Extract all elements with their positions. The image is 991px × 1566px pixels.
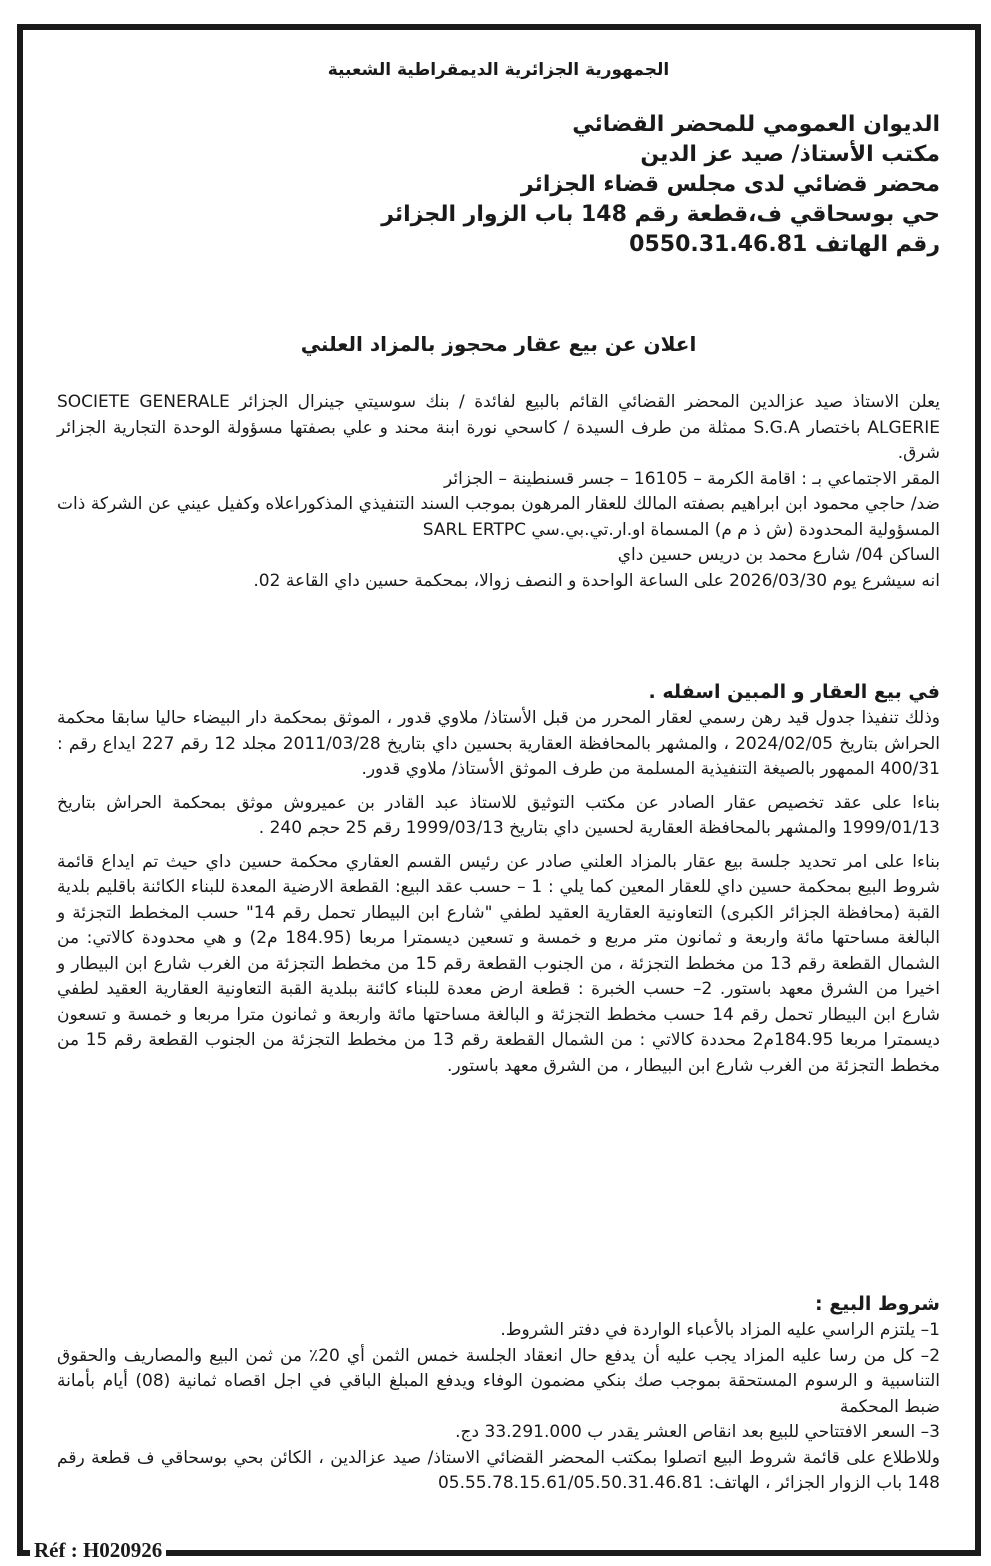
reference-code: Réf : H020926 bbox=[30, 1538, 166, 1562]
intro-defendant: ضد/ حاجي محمود ابن ابراهيم بصفته المالك للعقار المرهون بموجب السند التنفيذي المذكوراعلاه وكفيل عيني عن الشركة ذات المسؤولية المحدودة (ش ذ م م) المسماة او.ار.تي.بي.سي SARL ERTPC bbox=[57, 494, 940, 540]
terms-item: 3– السعر الافتتاحي للبيع بعد انقاص العشر يقدر ب 33.291.000 دج. bbox=[455, 1422, 940, 1442]
intro-paragraph: يعلن الاستاذ صيد عزالدين المحضر القضائي القائم بالبيع لفائدة / بنك سوسيتي جينرال الجزائر SOCIETE GENERALE ALGERIE باختصار S.G.A ممثلة من طرف السيدة / كاسحي نورة ابنة محند و علي بصفتها مسؤولة الوحدة التجارية الجزائر شرق. bbox=[57, 392, 941, 463]
terms-section bbox=[57, 1290, 940, 1497]
sale-paragraph: بناءا على امر تحديد جلسة بيع عقار بالمزاد العلني صادر عن رئيس القسم العقاري محكمة حسين داي حيث تم ايداع قائمة شروط البيع بمحكمة حسين داي للعقار المعين كما يلي : 1 – حسب عقد البيع: القطعة الارضية المعدة للبناء الكائنة باقليم بلدية القبة (محافظة الجزائر الكبرى) التعاونية العقارية العقيد لطفي "شارع ابن البيطار تحمل رقم 14" حسب المخطط التجزئة و البالغة مساحتها مائة واربعة و ثمانون متر مربع و خمسة و تسعين ديسمترا مربعا (184.95 م2) و هي محدودة كالاتي: من الشمال القطعة رقم 13 من مخطط التجزئة ، من الجنوب القطعة رقم 15 من مخطط التجزئة من الغرب شارع ابن البيطار و اخيرا من الشرق معهد باستور. 2– حسب الخبرة : قطعة ارض معدة للبناء كائنة ببلدية القبة التعاونية العقارية العقيد لطفي شارع ابن البيطار تحمل رقم 14 حسب مخطط التجزئة و البالغة مساحتها مائة واربعة و ثمانون مترا مربعا و خمسة و تسعون ديسمترا مربعا 184.95م2 محددة كالاتي : من الشمال القطعة رقم 13 من مخطط التجزئة من الجنوب القطعة رقم 15 من مخطط التجزئة من الغرب شارع ابن البيطار ، من الشرق معهد باستور. bbox=[57, 851, 941, 1076]
intro-auction-date: انه سيشرع يوم 2026/03/30 على الساعة الواحدة و النصف زوالا، بمحكمة حسين داي القاعة 02. bbox=[253, 570, 940, 591]
sale-section bbox=[57, 678, 940, 1079]
office-address: حي بوسحاقي ف،قطعة رقم 148 باب الزوار الجزائر bbox=[381, 202, 940, 227]
intro-section bbox=[57, 390, 940, 594]
terms-contact: وللاطلاع على قائمة شروط البيع اتصلوا بمكتب المحضر القضائي الاستاذ/ صيد عزالدين ، الكائن بحي بوسحاقي ف قطعة رقم 148 باب الزوار الجزائر ، الهاتف: 05.55.78.15.61/05.50.31.46.81 bbox=[57, 1447, 940, 1493]
office-master: مكتب الأستاذ/ صيد عز الدين bbox=[640, 142, 940, 167]
intro-residence: الساكن 04/ شارع محمد بن دريس حسين داي bbox=[617, 545, 940, 565]
sale-heading: في بيع العقار و المبين اسفله . bbox=[648, 681, 940, 703]
notice-title: اعلان عن بيع عقار محجوز بالمزاد العلني bbox=[300, 332, 697, 356]
terms-heading: شروط البيع : bbox=[814, 1293, 940, 1315]
intro-headquarters: المقر الاجتماعي بـ : اقامة الكرمة – 16105 – جسر قسنطينة – الجزائر bbox=[444, 468, 940, 489]
sale-paragraph: بناءا على عقد تخصيص عقار الصادر عن مكتب التوثيق للاستاذ عبد القادر بن عميروش موثق بمحكمة الحراش بتاريخ 1999/01/13 والمشهر بالمحافظة العقارية لحسين داي بتاريخ 1999/03/13 رقم 25 حجم 240 . bbox=[57, 792, 940, 838]
bailiff-office-header bbox=[381, 110, 940, 260]
sale-paragraph: وذلك تنفيذا جدول قيد رهن رسمي لعقار المحرر من قبل الأستاذ/ ملاوي قدور ، الموثق بمحكمة دار البيضاء حاليا سابقا محكمة الحراش بتاريخ 2024/02/05 ، والمشهر بالمحافظة العقارية بحسين داي بتاريخ 2011/03/28 مجلد 12 رقم 227 ايداع رقم : 400/31 الممهور بالصيغة التنفيذية المسلمة من طرف الموثق الأستاذ/ ملاوي قدور. bbox=[57, 708, 940, 779]
office-name: الديوان العمومي للمحضر القضائي bbox=[572, 112, 940, 137]
terms-item: 2– كل من رسا عليه المزاد يجب عليه أن يدفع حال انعقاد الجلسة خمس الثمن أي 20٪ من ثمن البيع والمصاريف والحقوق التناسبية و الرسوم المستحقة بموجب صك بنكي مضمون الوفاء ويدفع المبلغ الباقي في اجل اقصاه ثمانية (08) أيام بأمانة ضبط المحكمة bbox=[57, 1345, 941, 1417]
office-jurisdiction: محضر قضائي لدى مجلس قضاء الجزائر bbox=[520, 172, 940, 197]
republic-heading: الجمهورية الجزائرية الديمقراطية الشعبية bbox=[327, 60, 670, 80]
office-phone: رقم الهاتف 0550.31.46.81 bbox=[629, 232, 940, 257]
terms-item: 1– يلتزم الراسي عليه المزاد بالأعباء الواردة في دفتر الشروط. bbox=[500, 1320, 940, 1340]
